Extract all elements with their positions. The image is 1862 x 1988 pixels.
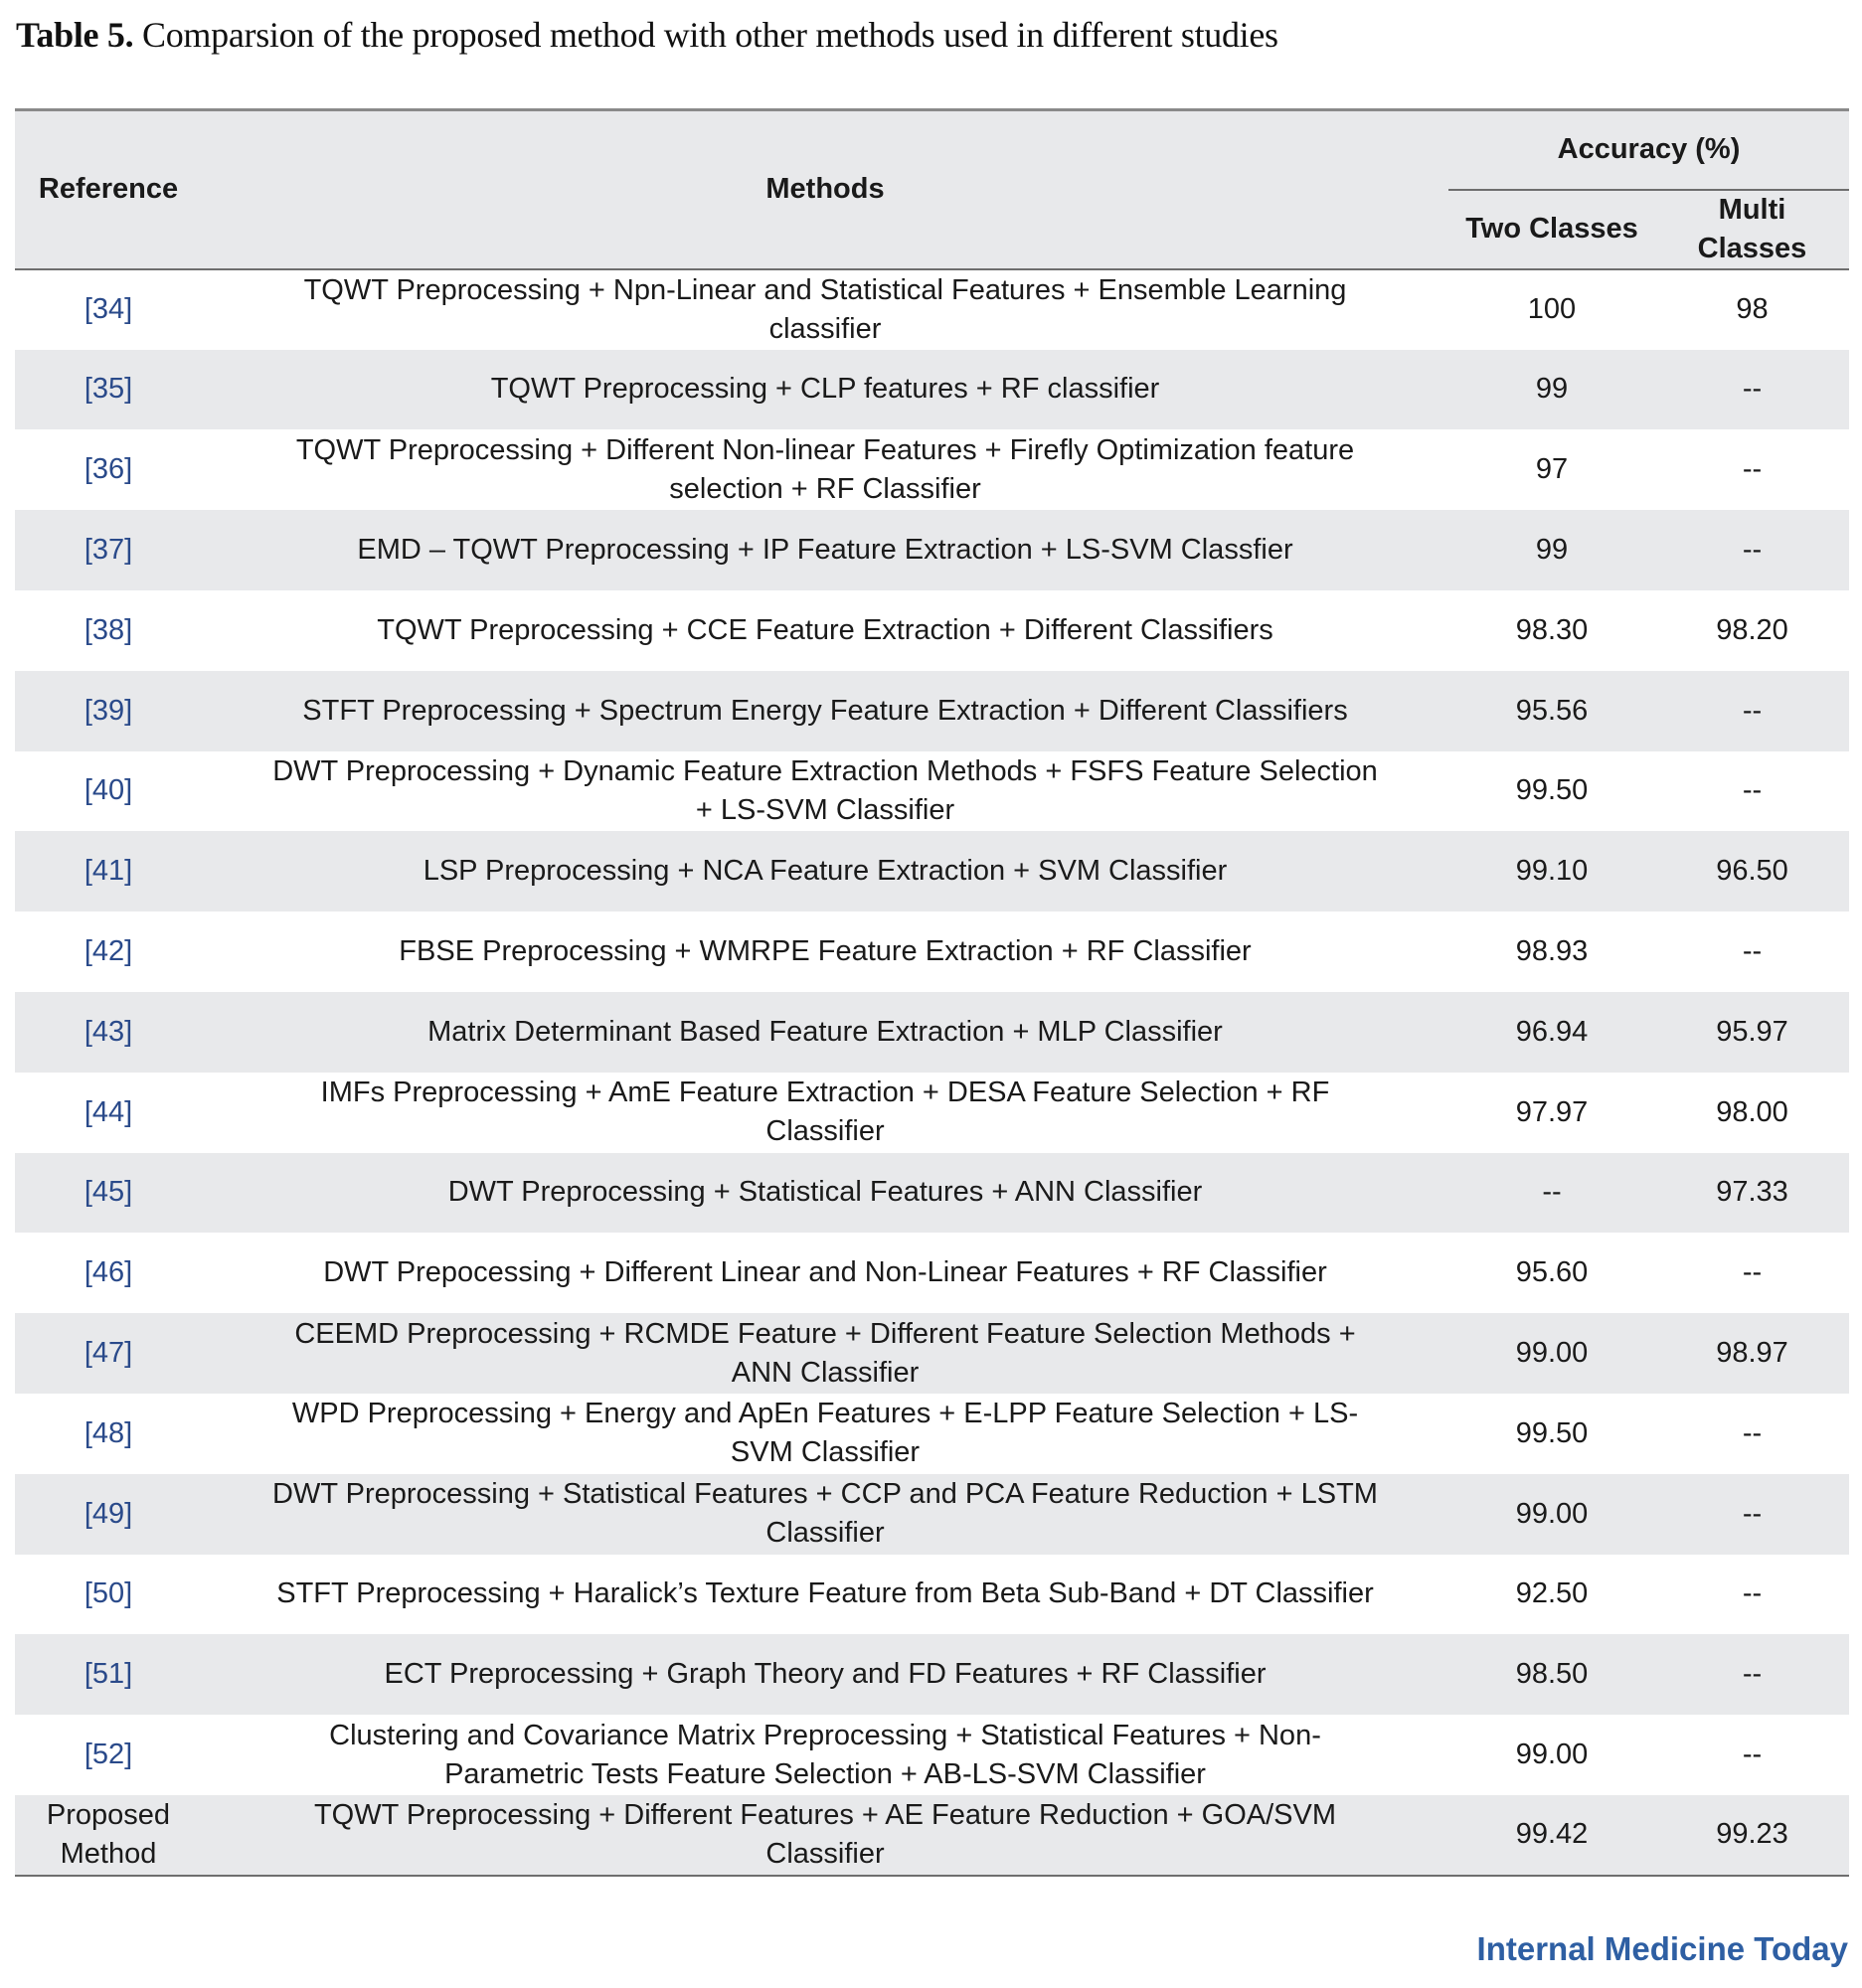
two-classes-cell: 97.97 <box>1448 1073 1655 1153</box>
method-cell: TQWT Preprocessing + Different Features + AE Feature Reduction + GOA/SVM Classifier <box>202 1795 1448 1876</box>
table-row <box>15 1795 1849 1876</box>
multi-classes-cell: 98.00 <box>1655 1073 1849 1153</box>
table-row <box>15 1313 1849 1394</box>
two-classes-cell: 99.50 <box>1448 1394 1655 1474</box>
method-cell: CEEMD Preprocessing + RCMDE Feature + Different Feature Selection Methods + ANN Classifier <box>202 1313 1448 1394</box>
multi-classes-cell: -- <box>1655 1715 1849 1795</box>
reference-cell[interactable]: [45] <box>15 1153 202 1234</box>
table-row <box>15 1715 1849 1795</box>
reference-cell[interactable]: [34] <box>15 269 202 350</box>
table-row <box>15 1634 1849 1715</box>
reference-cell[interactable]: [39] <box>15 671 202 751</box>
table-row <box>15 269 1849 350</box>
header-methods: Methods <box>202 110 1448 269</box>
table-row <box>15 1153 1849 1234</box>
two-classes-cell: 98.93 <box>1448 911 1655 992</box>
two-classes-cell: 100 <box>1448 269 1655 350</box>
two-classes-cell: 99 <box>1448 510 1655 590</box>
method-cell: DWT Preprocessing + Statistical Features + ANN Classifier <box>202 1153 1448 1234</box>
method-cell: Matrix Determinant Based Feature Extraction + MLP Classifier <box>202 992 1448 1073</box>
reference-cell: Proposed Method <box>15 1795 202 1876</box>
method-cell: DWT Prepocessing + Different Linear and Non-Linear Features + RF Classifier <box>202 1233 1448 1313</box>
two-classes-cell: 99.42 <box>1448 1795 1655 1876</box>
table-row <box>15 590 1849 671</box>
multi-classes-cell: -- <box>1655 1555 1849 1635</box>
multi-classes-cell: -- <box>1655 429 1849 510</box>
reference-cell[interactable]: [46] <box>15 1233 202 1313</box>
two-classes-cell: 99 <box>1448 350 1655 430</box>
multi-classes-cell: -- <box>1655 1394 1849 1474</box>
reference-cell[interactable]: [52] <box>15 1715 202 1795</box>
header-reference: Reference <box>15 110 202 269</box>
multi-classes-cell: 99.23 <box>1655 1795 1849 1876</box>
two-classes-cell: 95.56 <box>1448 671 1655 751</box>
reference-cell[interactable]: [43] <box>15 992 202 1073</box>
reference-cell[interactable]: [38] <box>15 590 202 671</box>
table-row <box>15 1233 1849 1313</box>
two-classes-cell: 99.00 <box>1448 1313 1655 1394</box>
header-two-classes: Two Classes <box>1448 190 1655 269</box>
method-cell: STFT Preprocessing + Spectrum Energy Feature Extraction + Different Classifiers <box>202 671 1448 751</box>
reference-cell[interactable]: [48] <box>15 1394 202 1474</box>
reference-cell[interactable]: [47] <box>15 1313 202 1394</box>
method-cell: TQWT Preprocessing + CLP features + RF classifier <box>202 350 1448 430</box>
table-row <box>15 1555 1849 1635</box>
reference-cell[interactable]: [42] <box>15 911 202 992</box>
method-cell: IMFs Preprocessing + AmE Feature Extraction + DESA Feature Selection + RF Classifier <box>202 1073 1448 1153</box>
method-cell: TQWT Preprocessing + Npn-Linear and Statistical Features + Ensemble Learning classifier <box>202 269 1448 350</box>
method-cell: Clustering and Covariance Matrix Preprocessing + Statistical Features + Non-Parametric Tests Feature Selection + AB-LS-SVM Classifier <box>202 1715 1448 1795</box>
method-cell: DWT Preprocessing + Dynamic Feature Extraction Methods + FSFS Feature Selection + LS-SVM Classifier <box>202 751 1448 832</box>
reference-cell[interactable]: [40] <box>15 751 202 832</box>
table-row <box>15 831 1849 911</box>
comparison-table <box>15 108 1849 1877</box>
table-row <box>15 1073 1849 1153</box>
table-row <box>15 992 1849 1073</box>
table-row <box>15 751 1849 832</box>
table-row <box>15 510 1849 590</box>
table-row <box>15 429 1849 510</box>
two-classes-cell: 98.50 <box>1448 1634 1655 1715</box>
two-classes-cell: 98.30 <box>1448 590 1655 671</box>
multi-classes-cell: 98 <box>1655 269 1849 350</box>
two-classes-cell: 99.00 <box>1448 1715 1655 1795</box>
multi-classes-cell: -- <box>1655 510 1849 590</box>
method-cell: FBSE Preprocessing + WMRPE Feature Extraction + RF Classifier <box>202 911 1448 992</box>
reference-cell[interactable]: [49] <box>15 1474 202 1555</box>
multi-classes-cell: 97.33 <box>1655 1153 1849 1234</box>
reference-cell[interactable]: [41] <box>15 831 202 911</box>
multi-classes-cell: -- <box>1655 1634 1849 1715</box>
table-caption <box>16 14 1278 56</box>
method-cell: TQWT Preprocessing + Different Non-linear Features + Firefly Optimization feature selection + RF Classifier <box>202 429 1448 510</box>
two-classes-cell: 96.94 <box>1448 992 1655 1073</box>
multi-classes-cell: -- <box>1655 911 1849 992</box>
multi-classes-cell: -- <box>1655 1474 1849 1555</box>
reference-cell[interactable]: [51] <box>15 1634 202 1715</box>
table-row <box>15 671 1849 751</box>
table-body <box>15 269 1849 1876</box>
table-row <box>15 1474 1849 1555</box>
two-classes-cell: 99.00 <box>1448 1474 1655 1555</box>
reference-cell[interactable]: [50] <box>15 1555 202 1635</box>
two-classes-cell: 95.60 <box>1448 1233 1655 1313</box>
table-row <box>15 911 1849 992</box>
two-classes-cell: 92.50 <box>1448 1555 1655 1635</box>
reference-cell[interactable]: [37] <box>15 510 202 590</box>
reference-cell[interactable]: [44] <box>15 1073 202 1153</box>
multi-classes-cell: -- <box>1655 751 1849 832</box>
method-cell: EMD – TQWT Preprocessing + IP Feature Extraction + LS-SVM Classfier <box>202 510 1448 590</box>
multi-classes-cell: 96.50 <box>1655 831 1849 911</box>
multi-classes-cell: -- <box>1655 671 1849 751</box>
multi-classes-cell: -- <box>1655 350 1849 430</box>
two-classes-cell: 99.50 <box>1448 751 1655 832</box>
method-cell: DWT Preprocessing + Statistical Features + CCP and PCA Feature Reduction + LSTM Classifier <box>202 1474 1448 1555</box>
two-classes-cell: -- <box>1448 1153 1655 1234</box>
multi-classes-cell: 95.97 <box>1655 992 1849 1073</box>
method-cell: TQWT Preprocessing + CCE Feature Extraction + Different Classifiers <box>202 590 1448 671</box>
method-cell: STFT Preprocessing + Haralick’s Texture Feature from Beta Sub-Band + DT Classifier <box>202 1555 1448 1635</box>
multi-classes-cell: 98.97 <box>1655 1313 1849 1394</box>
table-caption-label: Table 5. <box>16 15 134 55</box>
journal-brand: Internal Medicine Today <box>1476 1930 1848 1967</box>
multi-classes-cell: -- <box>1655 1233 1849 1313</box>
table-row <box>15 350 1849 430</box>
two-classes-cell: 97 <box>1448 429 1655 510</box>
reference-cell[interactable]: [35] <box>15 350 202 430</box>
method-cell: WPD Preprocessing + Energy and ApEn Features + E-LPP Feature Selection + LS-SVM Classifier <box>202 1394 1448 1474</box>
table-header <box>15 110 1849 269</box>
header-accuracy: Accuracy (%) <box>1448 110 1849 190</box>
two-classes-cell: 99.10 <box>1448 831 1655 911</box>
method-cell: LSP Preprocessing + NCA Feature Extraction + SVM Classifier <box>202 831 1448 911</box>
method-cell: ECT Preprocessing + Graph Theory and FD Features + RF Classifier <box>202 1634 1448 1715</box>
multi-classes-cell: 98.20 <box>1655 590 1849 671</box>
header-multi-classes: Multi Classes <box>1655 190 1849 269</box>
reference-cell[interactable]: [36] <box>15 429 202 510</box>
table-row <box>15 1394 1849 1474</box>
table-caption-text: Comparsion of the proposed method with other methods used in different studies <box>133 15 1278 55</box>
